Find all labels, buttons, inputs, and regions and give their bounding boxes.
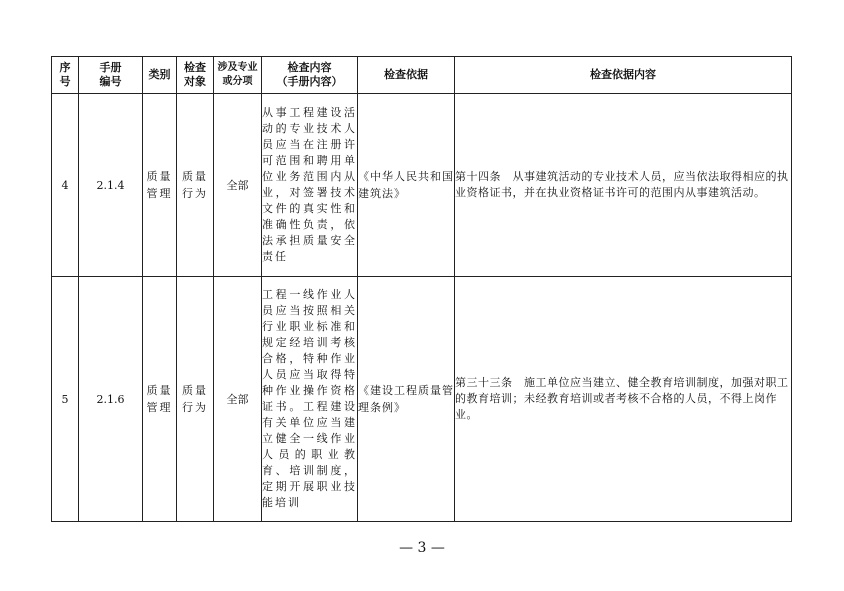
cell-basis: 《中华人民共和国建筑法》 <box>358 94 455 277</box>
inspection-table <box>51 56 792 522</box>
cell-content: 从事工程建设活动的专业技术人员应当在注册许可范围和聘用单位业务范围内从业，对签署技术文件的真实性和准确性负责，依法承担质量安全责任 <box>262 94 358 277</box>
cell-category: 质量 管理 <box>143 94 177 277</box>
header-content: 检查内容 （手册内容） <box>262 57 358 94</box>
header-scope: 涉及专业 或分项 <box>214 57 262 94</box>
page-number: — 3 — <box>399 540 445 556</box>
cell-seq: 5 <box>52 277 79 522</box>
cell-seq: 4 <box>52 94 79 277</box>
cell-object: 质量 行为 <box>177 277 214 522</box>
cell-manual-no: 2.1.4 <box>79 94 143 277</box>
header-object: 检查 对象 <box>177 57 214 94</box>
cell-manual-no: 2.1.6 <box>79 277 143 522</box>
table-row <box>52 94 792 277</box>
cell-scope: 全部 <box>214 277 262 522</box>
cell-scope: 全部 <box>214 94 262 277</box>
cell-basis-content: 第十四条 从事建筑活动的专业技术人员，应当依法取得相应的执业资格证书，并在执业资格证书许可的范围内从事建筑活动。 <box>455 94 792 277</box>
header-category: 类别 <box>143 57 177 94</box>
cell-category: 质量 管理 <box>143 277 177 522</box>
cell-basis-content: 第三十三条 施工单位应当建立、健全教育培训制度，加强对职工的教育培训；未经教育培训或者考核不合格的人员，不得上岗作业。 <box>455 277 792 522</box>
table-row <box>52 277 792 522</box>
header-manual-no: 手册 编号 <box>79 57 143 94</box>
cell-content: 工程一线作业人员应当按照相关行业职业标准和规定经培训考核合格，特种作业人员应当取得特种作业操作资格证书。工程建设有关单位应当建立健全一线作业人员的职业教育、培训制度，定期开展职业技能培训 <box>262 277 358 522</box>
cell-basis: 《建设工程质量管理条例》 <box>358 277 455 522</box>
header-seq: 序 号 <box>52 57 79 94</box>
cell-object: 质量 行为 <box>177 94 214 277</box>
header-basis-content: 检查依据内容 <box>455 57 792 94</box>
header-basis: 检查依据 <box>358 57 455 94</box>
table-header-row <box>52 57 792 94</box>
